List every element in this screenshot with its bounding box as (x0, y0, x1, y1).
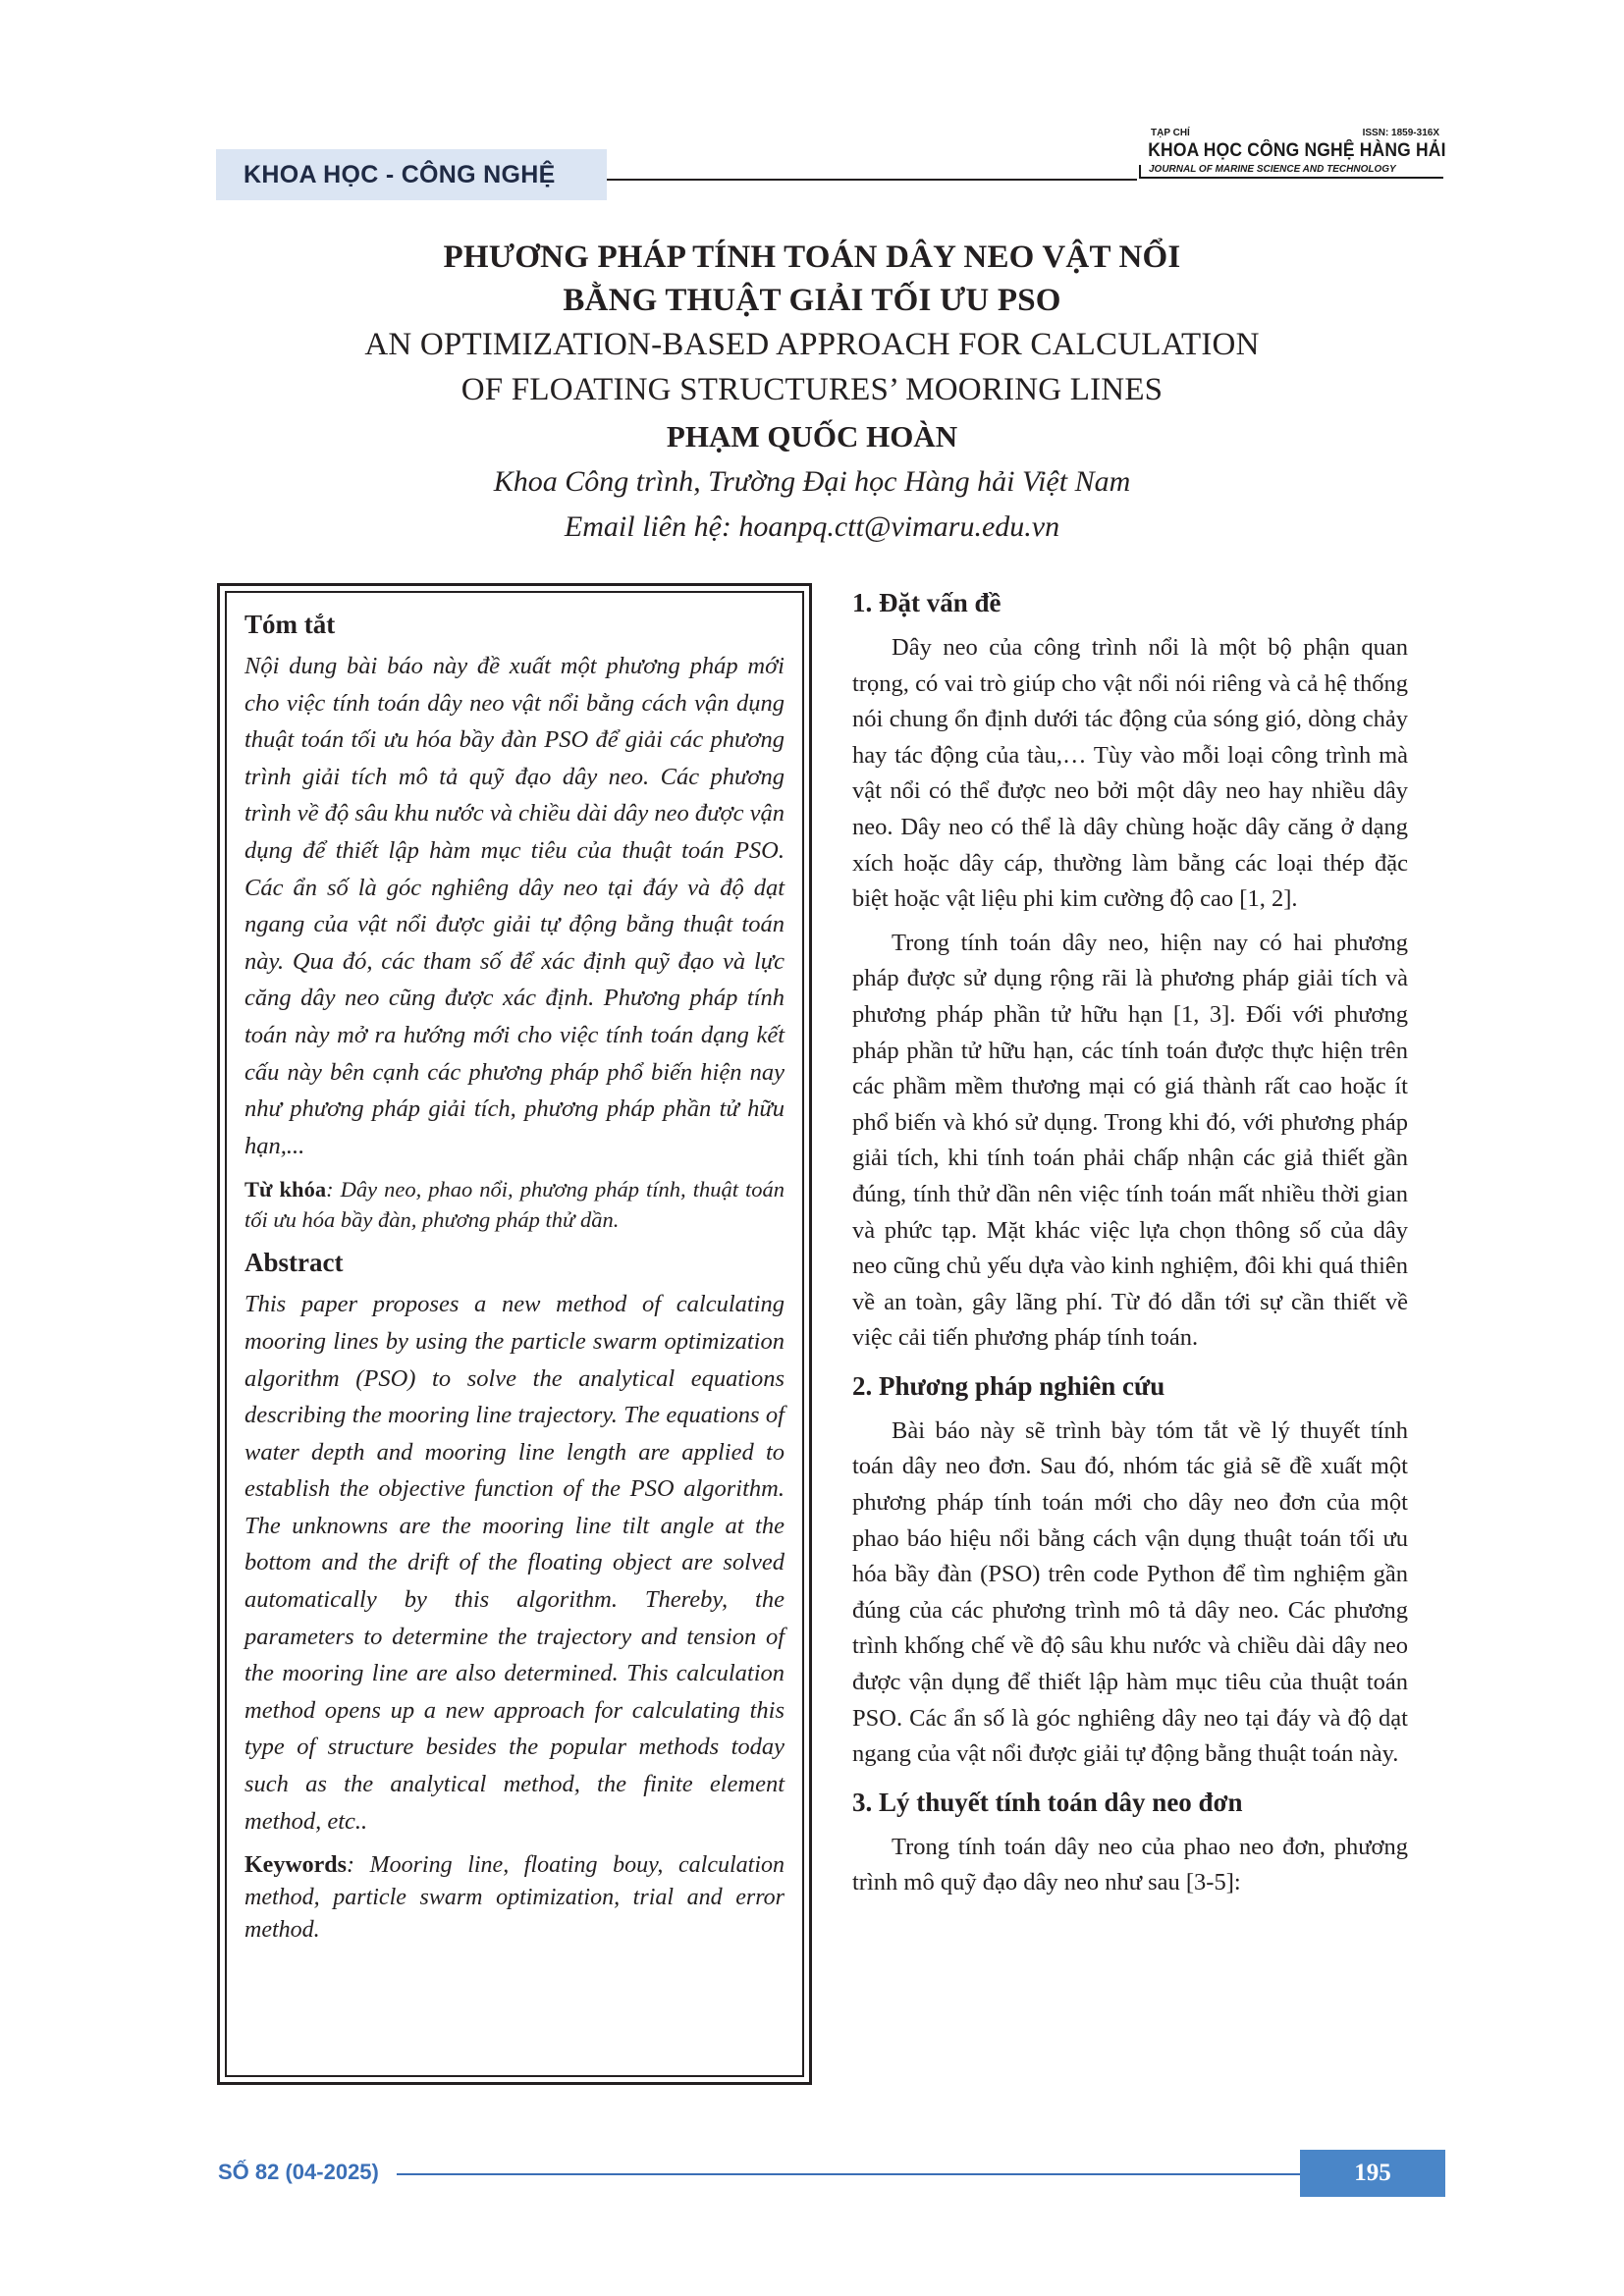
section-1-paragraph-2: Trong tính toán dây neo, hiện nay có hai phương pháp được sử dụng rộng rãi là phương pháp giải tích và phương pháp phần tử hữu hạn [1, 3]. Đối với phương pháp phần tử hữu hạn, các tính toán được thực hiện trên các phầm mềm thương mại có giá thành rất cao hoặc ít phổ biến và khó sử dụng. Trong khi đó, với phương pháp giải tích, khi tính toán phải chấp nhận các giả thiết gần đúng, tính thử dần nên việc tính toán mất nhiều thời gian và phức tạp. Mặt khác việc lựa chọn thông số của dây neo cũng chủ yếu dựa vào kinh nghiệm, đôi khi quá thiên về an toàn, gây lãng phí. Từ đó dẫn tới sự cần thiết về việc cải tiến phương pháp tính toán. (852, 929, 1408, 1352)
abstract-en-text: This paper proposes a new method of calculating mooring lines by using the particle swarm optimization algorithm (PSO) to solve the analytical equations describing the mooring line trajectory. The equations of water depth and mooring line length are applied to establish the objective function of the PSO algorithm. The unknowns are the mooring line tilt angle at the bottom and the drift of the floating object are solved automatically by this algorithm. Thereby, the parameters to determine the trajectory and tension of the mooring line are also determined. This calculation method opens up a new approach for calculating this type of structure besides the popular methods today such as the analytical method, the finite element method, etc.. (244, 1291, 785, 1835)
abstract-box-inner (225, 591, 804, 2077)
keywords-vi-label: Từ khóa (244, 1177, 327, 1202)
title-vi-line1: PHƯƠNG PHÁP TÍNH TOÁN DÂY NEO VẬT NỔI (443, 240, 1181, 275)
journal-masthead (1139, 128, 1446, 179)
affiliation: Khoa Công trình, Trường Đại học Hàng hải Việt Nam (493, 465, 1131, 498)
section-2-paragraph-1: Bài báo này sẽ trình bày tóm tắt về lý thuyết tính toán dây neo đơn. Sau đó, nhóm tác giả sẽ đề xuất một phương pháp tính toán mới cho dây neo đơn của một phao báo hiệu nổi bằng cách vận dụng thuật toán tối ưu hóa bầy đàn (PSO) trên code Python để tìm nghiệm gần đúng của các phương trình mô tả dây neo. Các phương trình khống chế về độ sâu khu nước và chiều dài dây neo được vận dụng để thiết lập hàm mục tiêu của thuật toán PSO. Các ẩn số là góc nghiêng dây neo tại đáy và độ dạt ngang của vật nổi được giải tự động bằng thuật toán này. (852, 1416, 1408, 1768)
abstract-vi-heading: Tóm tắt (244, 610, 336, 639)
section-tag: KHOA HỌC - CÔNG NGHỆ (216, 149, 607, 200)
journal-label: TẠP CHÍ (1151, 128, 1190, 138)
keywords-en-label: Keywords (244, 1852, 347, 1879)
abstract-vi-text: Nội dung bài báo này đề xuất một phương pháp mới cho việc tính toán dây neo vật nổi bằng cách vận dụng thuật toán tối ưu hóa bầy đàn PSO để giải các phương trình giải tích mô tả quỹ đạo dây neo. Các phương trình về độ sâu khu nước và chiều dài dây neo được vận dụng để thiết lập hàm mục tiêu của thuật toán PSO. Các ẩn số là góc nghiêng dây neo tại đáy và độ dạt ngang của vật nổi được giải tự động bằng thuật toán này. Qua đó, các tham số để xác định quỹ đạo và lực căng dây neo cũng được xác định. Phương pháp tính toán này mở ra hướng mới cho việc tính toán dạng kết cấu này bên cạnh các phương pháp phổ biến hiện nay như phương pháp giải tích, phương pháp phần tử hữu hạn,... (244, 653, 785, 1159)
journal-name-en: JOURNAL OF MARINE SCIENCE AND TECHNOLOGY (1139, 165, 1443, 179)
footer-rule (397, 2173, 1300, 2175)
issn: ISSN: 1859-316X (1362, 128, 1439, 138)
section-3-paragraph-1: Trong tính toán dây neo của phao neo đơn, phương trình mô quỹ đạo dây neo như sau [3-5]: (852, 1833, 1408, 1896)
abstract-en-heading: Abstract (244, 1248, 344, 1278)
section-1-heading: 1. Đặt vấn đề (852, 588, 1001, 617)
title-vi-line2: BẰNG THUẬT GIẢI TỐI ƯU PSO (563, 283, 1061, 318)
header-rule (607, 179, 1137, 181)
section-1-paragraph-1: Dây neo của công trình nổi là một bộ phận quan trọng, có vai trò giúp cho vật nổi nói riêng và cả hệ thống nói chung ổn định dưới tác động của sóng gió, dòng chảy hay tác động của tàu,… Tùy vào mỗi loại công trình mà vật nổi có thể được neo bởi một dây neo hay nhiều dây neo. Dây neo có thể là dây chùng hoặc dây căng ở dạng xích hoặc dây cáp, thường làm bằng các loại thép đặc biệt hoặc vật liệu phi kim cường độ cao [1, 2]. (852, 634, 1408, 913)
section-2-heading: 2. Phương pháp nghiên cứu (852, 1370, 1165, 1401)
contact-email: Email liên hệ: hoanpq.ctt@vimaru.edu.vn (564, 510, 1060, 543)
journal-top-line (1139, 128, 1443, 138)
journal-name: KHOA HỌC CÔNG NGHỆ HÀNG HẢI (1148, 140, 1446, 161)
author: PHẠM QUỐC HOÀN (666, 419, 958, 454)
keywords-en-text: : Mooring line, floating bouy, calculation method, particle swarm optimization, trial and error method. (244, 1852, 785, 1944)
footer-issue: SỐ 82 (04-2025) (218, 2160, 379, 2184)
title-block (196, 236, 1428, 550)
keywords-en (244, 1849, 785, 1947)
abstract-box (217, 583, 812, 2085)
keywords-vi (244, 1174, 785, 1235)
title-en-line2: OF FLOATING STRUCTURES’ MOORING LINES (460, 372, 1164, 407)
section-3-heading: 3. Lý thuyết tính toán dây neo đơn (852, 1787, 1243, 1817)
body-column-right (852, 585, 1408, 1909)
page-number: 195 (1300, 2150, 1445, 2197)
title-en-line1: AN OPTIMIZATION-BASED APPROACH FOR CALCULATION (364, 327, 1260, 362)
keywords-vi-text: : Dây neo, phao nổi, phương pháp tính, thuật toán tối ưu hóa bầy đàn, phương pháp thử dần. (244, 1177, 785, 1233)
